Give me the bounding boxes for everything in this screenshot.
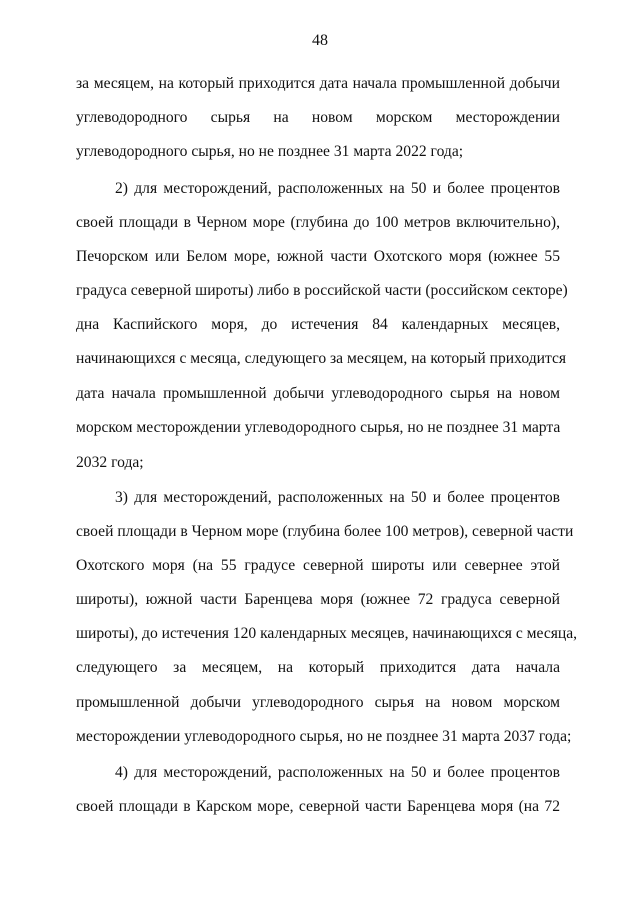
text-line: 2032 года; <box>76 454 144 471</box>
page-number: 48 <box>312 32 328 49</box>
text-line: углеводородного сырья, но не позднее 31 марта 2022 года; <box>76 143 464 160</box>
text-line: промышленной добычи углеводородного сырья на новом морском <box>76 694 560 711</box>
text-line: 4) для месторождений, расположенных на 50 и более процентов <box>115 764 560 781</box>
text-line: углеводородного сырья на новом морском месторождении <box>76 109 560 126</box>
text-line: месторождении углеводородного сырья, но не позднее 31 марта 2037 года; <box>76 728 572 745</box>
text-line: своей площади в Карском море, северной части Баренцева моря (на 72 <box>76 798 560 815</box>
text-line: дата начала промышленной добычи углеводородного сырья на новом <box>76 385 560 402</box>
text-line: следующего за месяцем, на который приходится дата начала <box>76 659 560 676</box>
text-line: Печорском или Белом море, южной части Охотского моря (южнее 55 <box>76 248 560 265</box>
text-line: за месяцем, на который приходится дата начала промышленной добычи <box>76 75 560 92</box>
text-line: начинающихся с месяца, следующего за месяцем, на который приходится <box>76 350 567 367</box>
text-line: своей площади в Черном море (глубина до 100 метров включительно), <box>76 214 560 231</box>
text-line: Охотского моря (на 55 градусе северной широты или севернее этой <box>76 557 560 574</box>
text-line: дна Каспийского моря, до истечения 84 календарных месяцев, <box>76 316 560 333</box>
text-line: градуса северной широты) либо в российской части (российском секторе) <box>76 282 568 299</box>
text-line: своей площади в Черном море (глубина более 100 метров), северной части <box>76 523 574 540</box>
text-line: широты), южной части Баренцева моря (южнее 72 градуса северной <box>76 591 560 608</box>
text-line: широты), до истечения 120 календарных месяцев, начинающихся с месяца, <box>76 625 578 642</box>
text-line: 2) для месторождений, расположенных на 50 и более процентов <box>115 180 560 197</box>
text-line: морском месторождении углеводородного сырья, но не позднее 31 марта <box>76 419 561 436</box>
text-line: 3) для месторождений, расположенных на 50 и более процентов <box>115 489 560 506</box>
